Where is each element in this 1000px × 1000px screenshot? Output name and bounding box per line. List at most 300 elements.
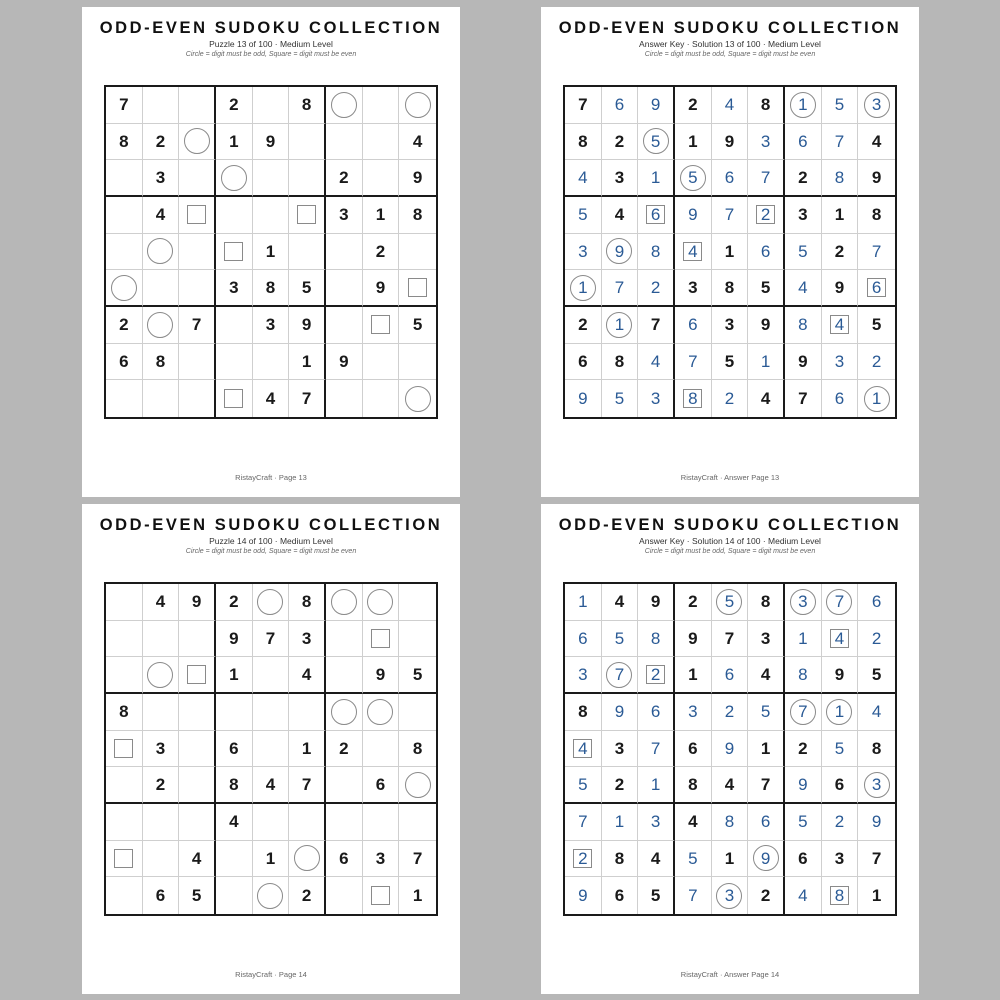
grid-cell bbox=[785, 767, 822, 804]
given-digit: 9 bbox=[265, 131, 276, 151]
page-footer: RistayCraft · Answer Page 13 bbox=[680, 473, 780, 482]
grid-cell bbox=[785, 87, 822, 124]
puzzle-page-13 bbox=[82, 7, 460, 497]
grid-cell bbox=[289, 307, 326, 344]
given-digit: 3 bbox=[760, 628, 771, 648]
grid-cell bbox=[565, 380, 602, 417]
grid-cell bbox=[675, 124, 712, 161]
given-digit: 4 bbox=[412, 131, 423, 151]
grid-cell bbox=[289, 344, 326, 381]
given-digit: 8 bbox=[119, 702, 129, 722]
grid-cell bbox=[602, 380, 639, 417]
page-subtitle: Puzzle 13 of 100 · Medium Level bbox=[209, 39, 333, 49]
given-digit: 1 bbox=[834, 205, 845, 225]
solution-digit: 3 bbox=[650, 812, 661, 832]
grid-cell bbox=[399, 307, 436, 344]
given-digit: 6 bbox=[339, 848, 349, 868]
solution-digit: 7 bbox=[834, 592, 845, 612]
solution-digit: 7 bbox=[760, 168, 771, 188]
grid-cell bbox=[822, 344, 859, 381]
solution-digit: 2 bbox=[578, 848, 588, 868]
given-digit: 2 bbox=[301, 886, 312, 906]
given-digit: 3 bbox=[834, 848, 845, 868]
grid-cell bbox=[216, 804, 253, 841]
grid-cell bbox=[363, 234, 400, 271]
grid-cell bbox=[822, 380, 859, 417]
solution-digit: 5 bbox=[760, 702, 771, 722]
grid-cell bbox=[143, 234, 180, 271]
grid-cell bbox=[106, 197, 143, 234]
given-digit: 6 bbox=[375, 775, 386, 795]
given-digit: 8 bbox=[760, 592, 771, 612]
grid-cell bbox=[326, 234, 363, 271]
grid-cell bbox=[143, 380, 180, 417]
solution-digit: 1 bbox=[834, 702, 845, 722]
given-digit: 2 bbox=[798, 168, 808, 188]
grid-cell bbox=[565, 841, 602, 878]
grid-cell bbox=[858, 87, 895, 124]
grid-cell bbox=[565, 621, 602, 658]
odd-circle-marker bbox=[405, 92, 431, 118]
given-digit: 9 bbox=[798, 351, 808, 371]
given-digit: 8 bbox=[412, 738, 423, 758]
grid-cell bbox=[748, 767, 785, 804]
grid-cell bbox=[363, 160, 400, 197]
grid-cell bbox=[253, 234, 290, 271]
given-digit: 2 bbox=[688, 95, 698, 115]
given-digit: 2 bbox=[339, 168, 349, 188]
grid-cell bbox=[858, 197, 895, 234]
grid-cell bbox=[822, 877, 859, 914]
grid-cell bbox=[289, 270, 326, 307]
grid-cell bbox=[143, 344, 180, 381]
grid-cell bbox=[675, 380, 712, 417]
grid-cell bbox=[289, 160, 326, 197]
grid-cell bbox=[179, 694, 216, 731]
grid-cell bbox=[785, 344, 822, 381]
given-digit: 9 bbox=[229, 628, 239, 648]
given-digit: 1 bbox=[760, 738, 771, 758]
given-digit: 2 bbox=[339, 738, 349, 758]
grid-cell bbox=[712, 877, 749, 914]
grid-cell bbox=[748, 657, 785, 694]
grid-cell bbox=[399, 234, 436, 271]
grid-cell bbox=[179, 197, 216, 234]
given-digit: 4 bbox=[614, 205, 625, 225]
grid-cell bbox=[289, 694, 326, 731]
grid-cell bbox=[399, 160, 436, 197]
solution-digit: 1 bbox=[871, 389, 882, 409]
grid-cell bbox=[326, 694, 363, 731]
solution-digit: 9 bbox=[871, 812, 882, 832]
given-digit: 4 bbox=[191, 848, 202, 868]
odd-circle-marker bbox=[405, 386, 431, 412]
grid-cell bbox=[748, 621, 785, 658]
given-digit: 4 bbox=[265, 389, 276, 409]
grid-cell bbox=[565, 234, 602, 271]
solution-digit: 3 bbox=[798, 592, 808, 612]
given-digit: 2 bbox=[614, 131, 625, 151]
grid-cell bbox=[399, 380, 436, 417]
solution-digit: 5 bbox=[834, 738, 845, 758]
grid-cell bbox=[253, 731, 290, 768]
grid-cell bbox=[143, 87, 180, 124]
solution-digit: 6 bbox=[724, 168, 735, 188]
solution-digit: 8 bbox=[688, 389, 698, 409]
given-digit: 7 bbox=[191, 315, 202, 335]
grid-cell bbox=[675, 87, 712, 124]
grid-cell bbox=[638, 694, 675, 731]
grid-cell bbox=[602, 87, 639, 124]
grid-cell bbox=[638, 584, 675, 621]
even-square-marker bbox=[114, 739, 133, 758]
given-digit: 8 bbox=[614, 848, 625, 868]
solution-digit: 7 bbox=[614, 665, 625, 685]
given-digit: 5 bbox=[871, 315, 882, 335]
odd-circle-marker bbox=[367, 589, 393, 615]
given-digit: 2 bbox=[760, 886, 771, 906]
grid-cell bbox=[289, 767, 326, 804]
given-digit: 7 bbox=[724, 628, 735, 648]
given-digit: 4 bbox=[650, 848, 661, 868]
grid-cell bbox=[822, 657, 859, 694]
grid-cell bbox=[748, 270, 785, 307]
grid-cell bbox=[565, 270, 602, 307]
solution-digit: 9 bbox=[650, 95, 661, 115]
grid-cell bbox=[748, 584, 785, 621]
solution-digit: 3 bbox=[578, 665, 588, 685]
solution-digit: 9 bbox=[614, 241, 625, 261]
grid-cell bbox=[253, 767, 290, 804]
grid-cell bbox=[143, 877, 180, 914]
solution-digit: 5 bbox=[614, 389, 625, 409]
grid-cell bbox=[712, 87, 749, 124]
grid-cell bbox=[253, 804, 290, 841]
solution-digit: 2 bbox=[834, 812, 845, 832]
grid-cell bbox=[179, 584, 216, 621]
given-digit: 2 bbox=[229, 95, 239, 115]
grid-cell bbox=[638, 731, 675, 768]
grid-cell bbox=[399, 694, 436, 731]
solution-digit: 7 bbox=[798, 702, 808, 722]
odd-circle-marker bbox=[257, 883, 283, 909]
given-digit: 9 bbox=[834, 665, 845, 685]
given-digit: 1 bbox=[688, 131, 698, 151]
given-digit: 4 bbox=[265, 775, 276, 795]
grid-cell bbox=[565, 804, 602, 841]
grid-cell bbox=[363, 87, 400, 124]
grid-cell bbox=[399, 87, 436, 124]
solution-digit: 4 bbox=[871, 702, 882, 722]
given-digit: 8 bbox=[724, 278, 735, 298]
solution-digit: 7 bbox=[834, 131, 845, 151]
grid-cell bbox=[675, 621, 712, 658]
odd-circle-marker bbox=[331, 589, 357, 615]
grid-cell bbox=[179, 841, 216, 878]
grid-cell bbox=[179, 731, 216, 768]
grid-cell bbox=[326, 657, 363, 694]
grid-cell bbox=[326, 124, 363, 161]
solution-digit: 4 bbox=[578, 738, 588, 758]
grid-cell bbox=[858, 877, 895, 914]
given-digit: 4 bbox=[301, 665, 312, 685]
grid-cell bbox=[712, 621, 749, 658]
grid-cell bbox=[363, 877, 400, 914]
grid-cell bbox=[748, 841, 785, 878]
given-digit: 3 bbox=[155, 738, 166, 758]
given-digit: 8 bbox=[301, 592, 312, 612]
given-digit: 8 bbox=[688, 775, 698, 795]
grid-cell bbox=[675, 804, 712, 841]
grid-cell bbox=[216, 87, 253, 124]
given-digit: 3 bbox=[614, 168, 625, 188]
given-digit: 3 bbox=[155, 168, 166, 188]
even-square-marker bbox=[371, 315, 390, 334]
grid-cell bbox=[289, 380, 326, 417]
grid-cell bbox=[326, 160, 363, 197]
given-digit: 1 bbox=[301, 738, 312, 758]
grid-cell bbox=[326, 841, 363, 878]
grid-cell bbox=[143, 621, 180, 658]
given-digit: 5 bbox=[650, 886, 661, 906]
grid-cell bbox=[326, 731, 363, 768]
given-digit: 5 bbox=[871, 665, 882, 685]
solution-digit: 7 bbox=[724, 205, 735, 225]
grid-cell bbox=[253, 344, 290, 381]
grid-cell bbox=[143, 197, 180, 234]
given-digit: 9 bbox=[412, 168, 423, 188]
given-digit: 6 bbox=[614, 886, 625, 906]
grid-cell bbox=[399, 731, 436, 768]
odd-circle-marker bbox=[405, 772, 431, 798]
solution-digit: 6 bbox=[578, 628, 588, 648]
solution-digit: 4 bbox=[688, 241, 698, 261]
grid-cell bbox=[822, 621, 859, 658]
even-square-marker bbox=[187, 665, 206, 684]
grid-cell bbox=[602, 124, 639, 161]
grid-cell bbox=[179, 621, 216, 658]
grid-cell bbox=[712, 584, 749, 621]
solution-digit: 6 bbox=[871, 592, 882, 612]
grid-cell bbox=[143, 731, 180, 768]
grid-cell bbox=[179, 877, 216, 914]
given-digit: 8 bbox=[760, 95, 771, 115]
solution-digit: 2 bbox=[871, 628, 882, 648]
grid-cell bbox=[675, 270, 712, 307]
given-digit: 3 bbox=[339, 205, 349, 225]
solution-digit: 4 bbox=[834, 628, 845, 648]
given-digit: 8 bbox=[301, 95, 312, 115]
grid-cell bbox=[858, 270, 895, 307]
grid-cell bbox=[106, 694, 143, 731]
page-title: ODD-EVEN SUDOKU COLLECTION bbox=[99, 19, 443, 37]
grid-cell bbox=[253, 307, 290, 344]
solution-digit: 8 bbox=[834, 886, 845, 906]
solution-digit: 8 bbox=[834, 168, 845, 188]
solution-digit: 7 bbox=[650, 738, 661, 758]
solution-digit: 9 bbox=[614, 702, 625, 722]
grid-cell bbox=[785, 380, 822, 417]
grid-cell bbox=[106, 804, 143, 841]
grid-cell bbox=[785, 841, 822, 878]
grid-cell bbox=[179, 124, 216, 161]
grid-cell bbox=[858, 621, 895, 658]
rule-legend: Circle = digit must be odd, Square = digit must be even bbox=[185, 51, 357, 58]
grid-cell bbox=[143, 657, 180, 694]
given-digit: 7 bbox=[650, 315, 661, 335]
given-digit: 4 bbox=[229, 812, 239, 832]
given-digit: 8 bbox=[578, 131, 588, 151]
odd-circle-marker bbox=[147, 662, 173, 688]
grid-cell bbox=[326, 307, 363, 344]
grid-cell bbox=[179, 160, 216, 197]
grid-cell bbox=[565, 307, 602, 344]
given-digit: 2 bbox=[614, 775, 625, 795]
grid-cell bbox=[748, 124, 785, 161]
grid-cell bbox=[602, 344, 639, 381]
given-digit: 5 bbox=[724, 351, 735, 371]
grid-cell bbox=[216, 270, 253, 307]
grid-cell bbox=[565, 877, 602, 914]
grid-cell bbox=[675, 160, 712, 197]
given-digit: 2 bbox=[834, 241, 845, 261]
grid-cell bbox=[106, 344, 143, 381]
rule-legend: Circle = digit must be odd, Square = digit must be even bbox=[644, 51, 816, 58]
grid-cell bbox=[858, 160, 895, 197]
grid-cell bbox=[106, 657, 143, 694]
given-digit: 8 bbox=[119, 131, 129, 151]
grid-cell bbox=[602, 307, 639, 344]
grid-cell bbox=[106, 234, 143, 271]
solution-digit: 7 bbox=[688, 886, 698, 906]
given-digit: 3 bbox=[724, 315, 735, 335]
grid-cell bbox=[602, 621, 639, 658]
grid-cell bbox=[602, 694, 639, 731]
solution-digit: 1 bbox=[614, 812, 625, 832]
solution-digit: 6 bbox=[614, 95, 625, 115]
page-subtitle: Puzzle 14 of 100 · Medium Level bbox=[209, 536, 333, 546]
grid-cell bbox=[363, 621, 400, 658]
grid-cell bbox=[399, 621, 436, 658]
given-digit: 2 bbox=[375, 241, 386, 261]
grid-cell bbox=[289, 804, 326, 841]
solution-digit: 5 bbox=[688, 848, 698, 868]
given-digit: 2 bbox=[119, 315, 129, 335]
given-digit: 2 bbox=[155, 775, 166, 795]
grid-cell bbox=[638, 160, 675, 197]
grid-cell bbox=[326, 584, 363, 621]
grid-cell bbox=[565, 87, 602, 124]
grid-cell bbox=[179, 87, 216, 124]
solution-digit: 2 bbox=[650, 665, 661, 685]
odd-circle-marker bbox=[257, 589, 283, 615]
grid-cell bbox=[289, 621, 326, 658]
grid-cell bbox=[712, 160, 749, 197]
grid-cell bbox=[326, 197, 363, 234]
given-digit: 1 bbox=[412, 886, 423, 906]
solution-digit: 5 bbox=[834, 95, 845, 115]
grid-cell bbox=[399, 270, 436, 307]
given-digit: 9 bbox=[724, 131, 735, 151]
given-digit: 9 bbox=[760, 315, 771, 335]
grid-cell bbox=[638, 234, 675, 271]
solution-digit: 1 bbox=[578, 278, 588, 298]
solution-digit: 9 bbox=[578, 389, 588, 409]
grid-cell bbox=[565, 694, 602, 731]
even-square-marker bbox=[187, 205, 206, 224]
solution-digit: 6 bbox=[688, 315, 698, 335]
grid-cell bbox=[602, 234, 639, 271]
grid-cell bbox=[712, 731, 749, 768]
grid-cell bbox=[289, 877, 326, 914]
grid-cell bbox=[326, 621, 363, 658]
grid-cell bbox=[106, 584, 143, 621]
grid-cell bbox=[326, 380, 363, 417]
grid-cell bbox=[289, 197, 326, 234]
given-digit: 1 bbox=[871, 886, 882, 906]
grid-cell bbox=[638, 841, 675, 878]
grid-cell bbox=[638, 657, 675, 694]
grid-cell bbox=[106, 621, 143, 658]
grid-cell bbox=[675, 197, 712, 234]
grid-cell bbox=[785, 160, 822, 197]
grid-cell bbox=[822, 694, 859, 731]
grid-cell bbox=[602, 841, 639, 878]
grid-cell bbox=[822, 841, 859, 878]
grid-cell bbox=[399, 344, 436, 381]
rule-legend: Circle = digit must be odd, Square = digit must be even bbox=[644, 548, 816, 555]
solution-digit: 9 bbox=[688, 205, 698, 225]
solution-digit: 3 bbox=[834, 351, 845, 371]
grid-cell bbox=[253, 87, 290, 124]
answer-page-14 bbox=[541, 504, 919, 994]
solution-digit: 3 bbox=[871, 95, 882, 115]
odd-circle-marker bbox=[111, 275, 137, 301]
grid-cell bbox=[565, 731, 602, 768]
page-title: ODD-EVEN SUDOKU COLLECTION bbox=[558, 516, 902, 534]
grid-cell bbox=[216, 380, 253, 417]
grid-cell bbox=[748, 694, 785, 731]
given-digit: 5 bbox=[301, 278, 312, 298]
odd-circle-marker bbox=[331, 92, 357, 118]
grid-cell bbox=[602, 160, 639, 197]
answer-page-13 bbox=[541, 7, 919, 497]
solution-digit: 1 bbox=[760, 351, 771, 371]
grid-cell bbox=[675, 657, 712, 694]
grid-cell bbox=[785, 234, 822, 271]
given-digit: 1 bbox=[375, 205, 386, 225]
grid-cell bbox=[289, 124, 326, 161]
given-digit: 7 bbox=[760, 775, 771, 795]
solution-digit: 1 bbox=[798, 95, 808, 115]
grid-cell bbox=[289, 657, 326, 694]
sudoku-grid bbox=[104, 85, 438, 419]
even-square-marker bbox=[224, 389, 243, 408]
given-digit: 8 bbox=[614, 351, 625, 371]
grid-cell bbox=[399, 877, 436, 914]
solution-digit: 5 bbox=[650, 131, 661, 151]
grid-cell bbox=[712, 657, 749, 694]
solution-digit: 3 bbox=[578, 241, 588, 261]
grid-cell bbox=[822, 87, 859, 124]
solution-digit: 9 bbox=[760, 848, 771, 868]
grid-cell bbox=[602, 584, 639, 621]
given-digit: 8 bbox=[155, 351, 166, 371]
puzzle-page-14 bbox=[82, 504, 460, 994]
given-digit: 3 bbox=[688, 278, 698, 298]
grid-cell bbox=[565, 197, 602, 234]
grid-cell bbox=[712, 344, 749, 381]
